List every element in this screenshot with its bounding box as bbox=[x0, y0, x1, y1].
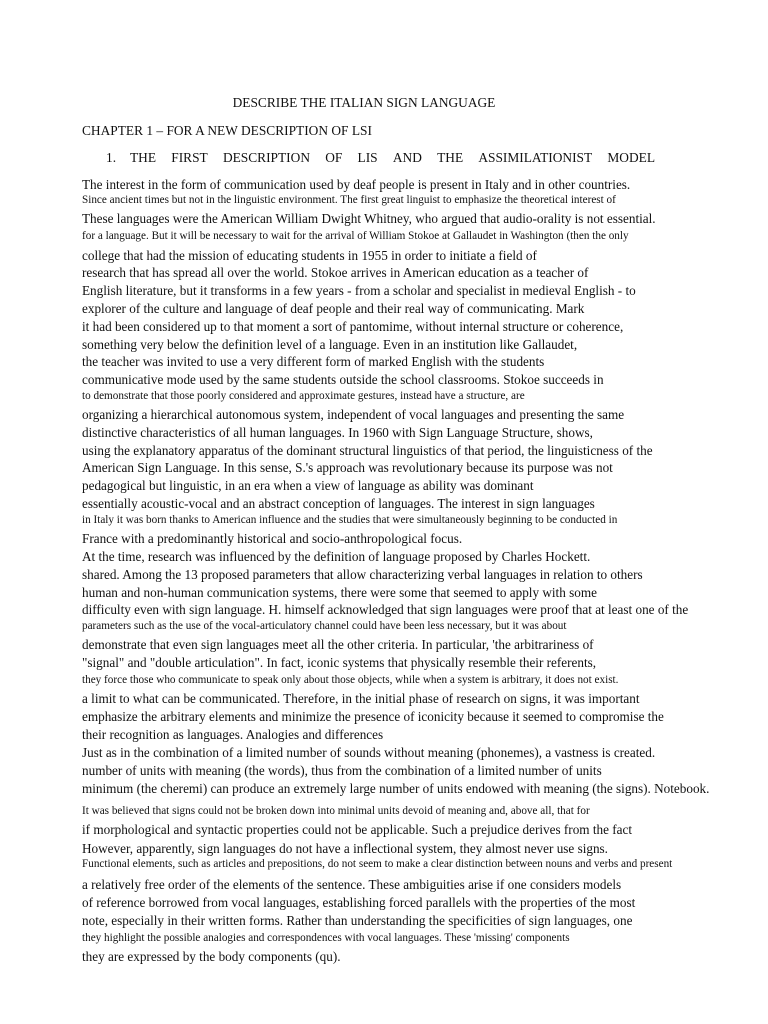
body-line: a limit to what can be communicated. Therefore, in the initial phase of research on signs, it was important bbox=[82, 691, 640, 706]
body-line: demonstrate that even sign languages meet all the other criteria. In particular, 'the arbitrariness of bbox=[82, 637, 594, 652]
body-line: These languages were the American William Dwight Whitney, who argued that audio-orality is not essential. bbox=[82, 211, 656, 226]
body-line: "signal" and "double articulation". In fact, iconic systems that physically resemble their referents, bbox=[82, 655, 597, 670]
body-line: they are expressed by the body components (qu). bbox=[82, 949, 341, 964]
body-line: shared. Among the 13 proposed parameters that allow characterizing verbal languages in relation to others bbox=[82, 567, 643, 582]
section-title-word: MODEL bbox=[607, 150, 655, 165]
body-line: explorer of the culture and language of deaf people and their real way of communicating. Mark bbox=[82, 301, 585, 316]
body-line: communicative mode used by the same students outside the school classrooms. Stokoe succeeds in bbox=[82, 372, 604, 387]
body-line: minimum (the cheremi) can produce an extremely large number of units endowed with meaning (the signs). Notebook. bbox=[82, 781, 710, 796]
body-line: emphasize the arbitrary elements and minimize the presence of iconicity because it seemed to compromise the bbox=[82, 709, 664, 724]
body-line: English literature, but it transforms in a few years - from a scholar and specialist in medieval English - to bbox=[82, 283, 636, 298]
section-number: 1. bbox=[106, 150, 117, 165]
section-title-word: THE bbox=[130, 150, 157, 165]
body-line: research that has spread all over the world. Stokoe arrives in American education as a teacher of bbox=[82, 265, 589, 280]
body-line: a relatively free order of the elements of the sentence. These ambiguities arise if one considers models bbox=[82, 877, 622, 892]
body-line: the teacher was invited to use a very different form of marked English with the students bbox=[82, 354, 545, 369]
body-line: France with a predominantly historical and socio-anthropological focus. bbox=[82, 531, 463, 546]
body-line: Just as in the combination of a limited number of sounds without meaning (phonemes), a vastness is created. bbox=[82, 745, 656, 760]
body-line: they highlight the possible analogies and correspondences with vocal languages. These 'missing' components bbox=[82, 932, 570, 944]
body-line: difficulty even with sign language. H. himself acknowledged that sign languages were proof that at least one of the bbox=[82, 602, 689, 617]
body-line: human and non-human communication systems, there were some that seemed to apply with some bbox=[82, 585, 597, 600]
body-line: organizing a hierarchical autonomous system, independent of vocal languages and presenting the same bbox=[82, 407, 625, 422]
chapter-heading: CHAPTER 1 – FOR A NEW DESCRIPTION OF LSI bbox=[82, 123, 372, 138]
body-line: However, apparently, sign languages do not have a inflectional system, they almost never use signs. bbox=[82, 841, 608, 856]
body-line: Since ancient times but not in the linguistic environment. The first great linguist to emphasize the theoretical interest of bbox=[82, 194, 616, 206]
body-line: essentially acoustic-vocal and an abstract conception of languages. The interest in sign languages bbox=[82, 496, 595, 511]
body-line: At the time, research was influenced by the definition of language proposed by Charles Hockett. bbox=[82, 549, 591, 564]
body-line: using the explanatory apparatus of the dominant structural linguistics of that period, the linguisticness of the bbox=[82, 443, 653, 458]
body-line: college that had the mission of educating students in 1955 in order to initiate a field of bbox=[82, 248, 537, 263]
section-title-word: LIS bbox=[357, 150, 378, 165]
body-line: in Italy it was born thanks to American influence and the studies that were simultaneously beginning to be conducted in bbox=[82, 514, 618, 526]
body-line: parameters such as the use of the vocal-articulatory channel could have been less necessary, but it was about bbox=[82, 620, 567, 632]
section-title-word: FIRST bbox=[171, 150, 208, 165]
body-line: distinctive characteristics of all human languages. In 1960 with Sign Language Structure, shows, bbox=[82, 425, 593, 440]
body-line: The interest in the form of communication used by deaf people is present in Italy and in other countries. bbox=[82, 177, 631, 192]
body-line: to demonstrate that those poorly considered and approximate gestures, instead have a structure, are bbox=[82, 390, 525, 402]
body-line: their recognition as languages. Analogies and differences bbox=[82, 727, 384, 742]
body-line: something very below the definition level of a language. Even in an institution like Gallaudet, bbox=[82, 337, 578, 352]
section-title-word: OF bbox=[325, 150, 343, 165]
document-title: DESCRIBE THE ITALIAN SIGN LANGUAGE bbox=[232, 95, 496, 110]
body-line: It was believed that signs could not be broken down into minimal units devoid of meaning and, above all, that for bbox=[82, 805, 590, 817]
section-heading bbox=[106, 150, 655, 166]
body-line: for a language. But it will be necessary to wait for the arrival of William Stokoe at Gallaudet in Washington (then the only bbox=[82, 230, 629, 242]
section-title-word: ASSIMILATIONIST bbox=[478, 150, 593, 165]
body-line: of reference borrowed from vocal languages, establishing forced parallels with the properties of the most bbox=[82, 895, 636, 910]
body-line: it had been considered up to that moment a sort of pantomime, without internal structure or coherence, bbox=[82, 319, 624, 334]
body-line: they force those who communicate to speak only about those objects, while when a system is arbitrary, it does not exist. bbox=[82, 674, 619, 686]
body-line: American Sign Language. In this sense, S.'s approach was revolutionary because its purpose was not bbox=[82, 460, 613, 475]
section-title bbox=[130, 150, 655, 166]
body-line: Functional elements, such as articles and prepositions, do not seem to make a clear distinction between nouns and verbs and present bbox=[82, 858, 673, 870]
section-title-word: THE bbox=[437, 150, 464, 165]
section-title-word: DESCRIPTION bbox=[222, 150, 310, 165]
section-title-word: AND bbox=[392, 150, 422, 165]
body-line: if morphological and syntactic properties could not be applicable. Such a prejudice derives from the fact bbox=[82, 822, 633, 837]
body-line: note, especially in their written forms. Rather than understanding the specificities of sign languages, one bbox=[82, 913, 633, 928]
body-line: pedagogical but linguistic, in an era when a view of language as ability was dominant bbox=[82, 478, 534, 493]
body-line: number of units with meaning (the words), thus from the combination of a limited number of units bbox=[82, 763, 602, 778]
